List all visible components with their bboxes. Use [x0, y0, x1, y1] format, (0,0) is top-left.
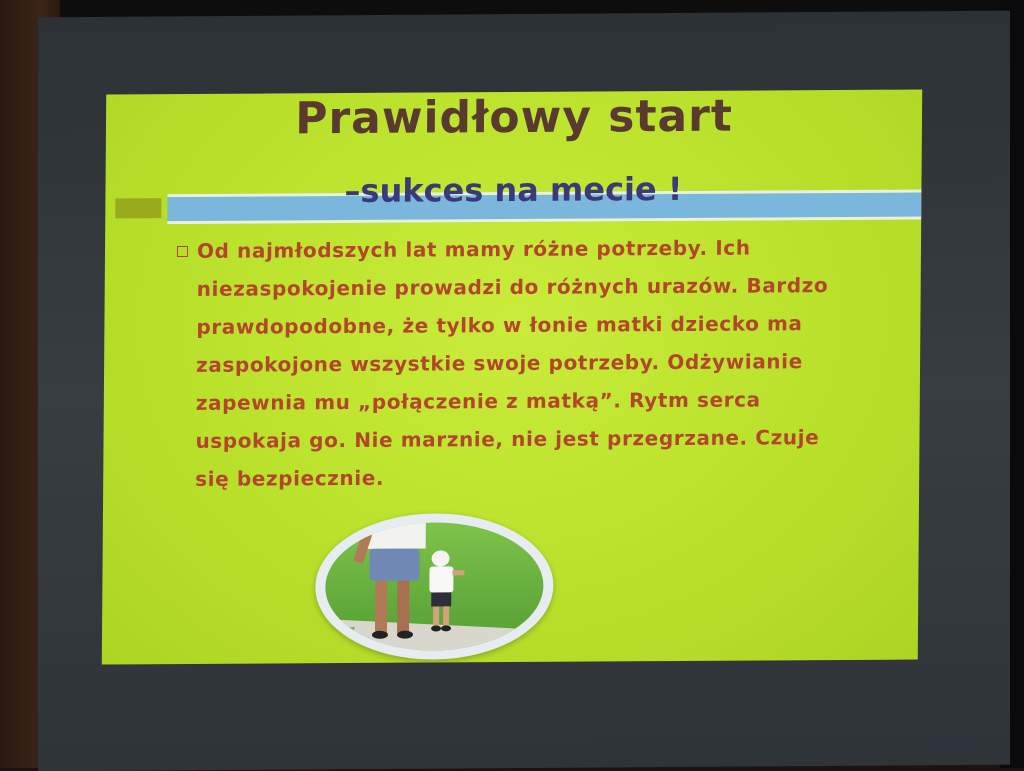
slide-body-text: Od najmłodszych lat mamy różne potrzeby. Ich niezaspokojenie prowadzi do różnych urazów. Bardzo prawdopodobne, że tylko w łonie matki dziecko ma zaspokojone wszystkie swoje potrzeby. Odżywianie zapewnia mu „połączenie z matką”. Rytm serca uspokaja go. Nie marznie, nie jest przegrzane. Czuje się bezpiecznie. — [195, 235, 829, 491]
projected-slide — [102, 89, 922, 664]
slide-subtitle: –sukces na mecie ! — [344, 169, 683, 211]
child-figure — [429, 550, 465, 631]
parent-and-child-walking-photo — [325, 522, 544, 651]
bullet-square-icon — [177, 246, 188, 257]
slide-title: Prawidłowy start — [294, 90, 734, 145]
grass-patch — [325, 627, 355, 651]
photo-frame — [315, 513, 554, 660]
photo-illustration — [325, 522, 544, 651]
